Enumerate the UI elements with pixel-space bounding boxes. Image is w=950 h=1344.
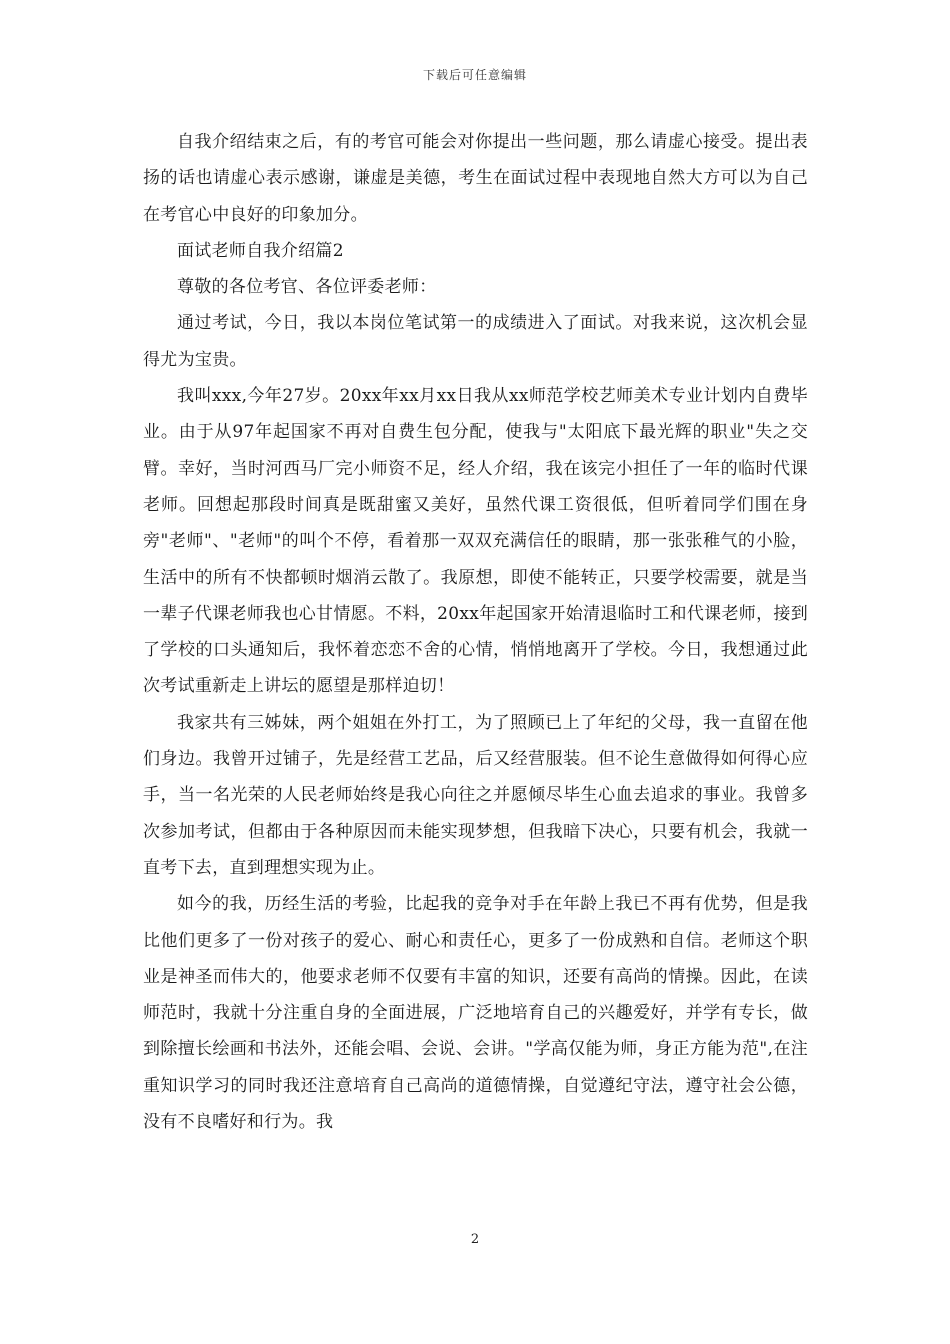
section-heading: 面试老师自我介绍篇2 [177, 240, 344, 261]
paragraph-qualities: 如今的我，历经生活的考验，比起我的竞争对手在年龄上我已不再有优势，但是我比他们更多了一份对孩子的爱心、耐心和责任心，更多了一份成熟和自信。老师这个职业是神圣而伟大的，他要求老师不仅要有丰富的知识，还要有高尚的情操。因此，在读师范时，我就十分注重自身的全面进展，广泛地培育自己的兴趣爱好，并学有专长，做到除擅长绘画和书法外，还能会唱、会说、会讲。"学高仅能为师，身正方能为范",在注重知识学习的同时我还注意培育自己高尚的道德情操，自觉遵纪守法，遵守社会公德，没有不良嗜好和行为。我 [143, 894, 808, 1133]
page-number: 2 [470, 1232, 480, 1247]
document-body [143, 124, 808, 1140]
paragraph-family: 我家共有三姊妹，两个姐姐在外打工，为了照顾已上了年纪的父母，我一直留在他们身边。我曾开过铺子，先是经营工艺品，后又经营服装。但不论生意做得如何得心应手，当一名光荣的人民老师始终是我心向往之并愿倾尽毕生心血去追求的事业。我曾多次参加考试，但都由于各种原因而未能实现梦想，但我暗下决心，只要有机会，我就一直考下去，直到理想实现为止。 [143, 712, 808, 878]
page-header: 下载后可任意编辑 [422, 68, 527, 82]
paragraph-intro: 通过考试，今日，我以本岗位笔试第一的成绩进入了面试。对我来说，这次机会显得尤为宝贵。 [143, 313, 808, 370]
salutation: 尊敬的各位考官、各位评委老师： [177, 277, 437, 298]
paragraph-background: 我叫xxx,今年27岁。20xx年xx月xx日我从xx师范学校艺师美术专业计划内自费毕业。由于从97年起国家不再对自费生包分配，使我与"太阳底下最光辉的职业"失之交臂。幸好，当时河西马厂完小师资不足，经人介绍，我在该完小担任了一年的临时代课老师。回想起那段时间真是既甜蜜又美好，虽然代课工资很低，但听着同学们围在身旁"老师"、"老师"的叫个不停，看着那一双双充满信任的眼睛，那一张张稚气的小脸，生活中的所有不快都顿时烟消云散了。我原想，即使不能转正，只要学校需要，就是当一辈子代课老师我也心甘情愿。不料，20xx年起国家开始清退临时工和代课老师，接到了学校的口头通知后，我怀着恋恋不舍的心情，悄悄地离开了学校。今日，我想通过此次考试重新走上讲坛的愿望是那样迫切！ [143, 386, 808, 697]
paragraph-closing-advice: 自我介绍结束之后，有的考官可能会对你提出一些问题，那么请虚心接受。提出表扬的话也请虚心表示感谢，谦虚是美德，考生在面试过程中表现地自然大方可以为自己在考官心中良好的印象加分。 [143, 132, 808, 225]
